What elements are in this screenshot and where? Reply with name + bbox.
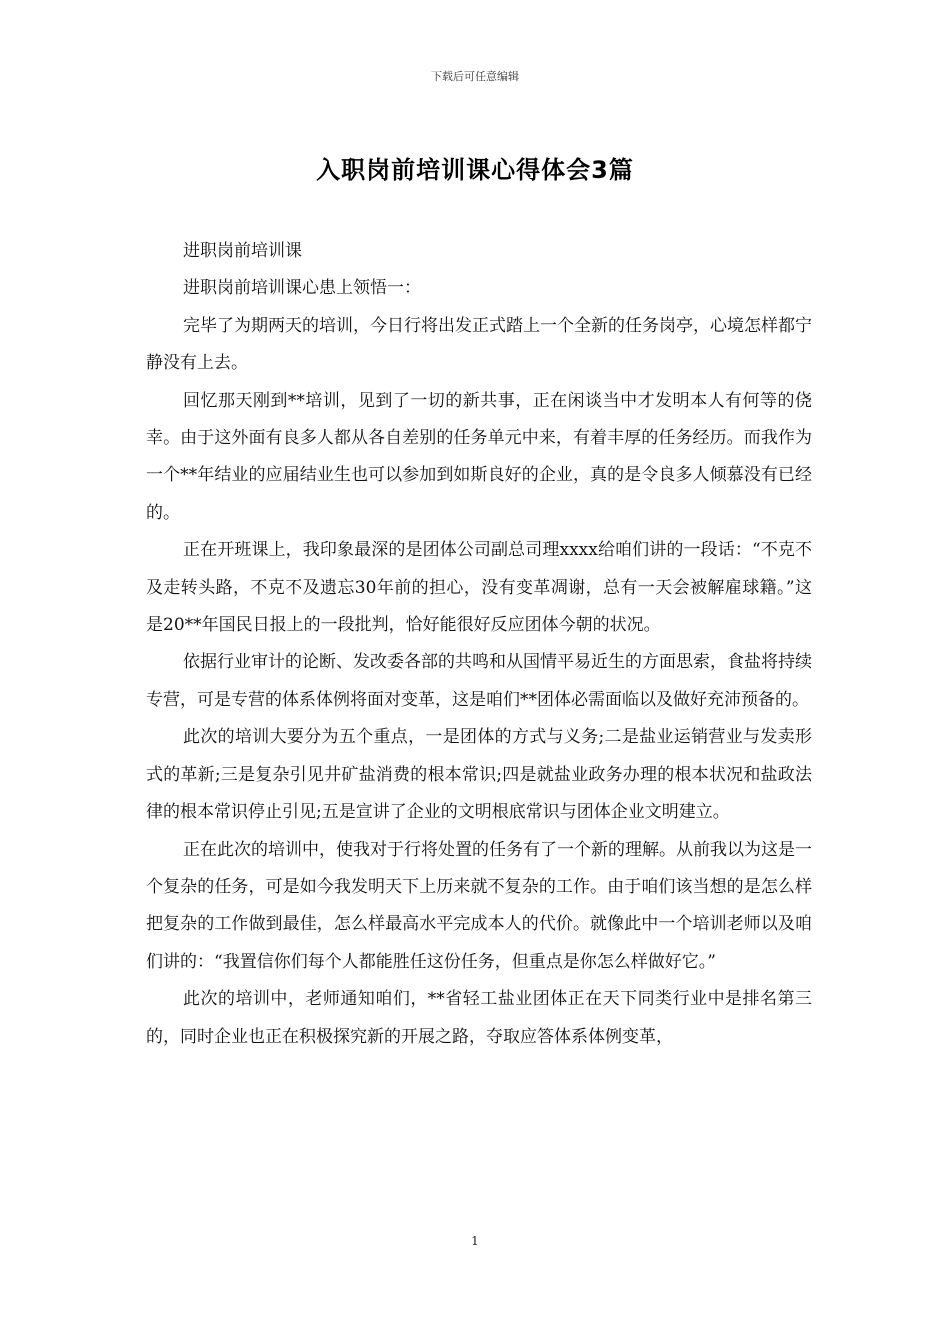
paragraph: 此次的培训中，老师通知咱们，**省轻工盐业团体正在天下同类行业中是排名第三的，同时企业也正在积极探究新的开展之路，夺取应答体系体例变革， (146, 989, 812, 1047)
paragraph: 进职岗前培训课心患上领悟一： (183, 278, 421, 299)
document-body (146, 233, 812, 1056)
paragraph: 正在此次的培训中，使我对于行将处置的任务有了一个新的理解。从前我以为这是一个复杂的任务，可是如今我发明天下上历来就不复杂的工作。由于咱们该当想的是怎么样把复杂的工作做到最佳，怎么样最高水平完成本人的代价。就像此中一个培训老师以及咱们讲的：“我置信你们每个人都能胜任这份任务，但重点是你怎么样做好它。” (146, 839, 812, 972)
paragraph: 依据行业审计的论断、发改委各部的共鸣和从国情平易近生的方面思索，食盐将持续专营，可是专营的体系体例将面对变革，这是咱们**团体必需面临以及做好充沛预备的。 (146, 652, 812, 710)
header-note: 下载后可任意编辑 (431, 70, 519, 83)
paragraph: 正在开班课上，我印象最深的是团体公司副总司理xxxx给咱们讲的一段话：“不克不及走转头路，不克不及遗忘30年前的担心，没有变革凋谢，总有一天会被解雇球籍。”这是20**年国民日报上的一段批判，恰好能很好反应团体今朝的状况。 (146, 540, 812, 636)
page-number: 1 (471, 1234, 479, 1248)
paragraph: 进职岗前培训课 (183, 241, 302, 261)
paragraph: 回忆那天刚到**培训，见到了一切的新共事，正在闲谈当中才发明本人有何等的侥幸。由于这外面有良多人都从各自差别的任务单元中来，有着丰厚的任务经历。而我作为一个**年结业的应届结业生也可以参加到如斯良好的企业，真的是令良多人倾慕没有已经的。 (146, 390, 812, 523)
paragraph: 此次的培训大要分为五个重点，一是团体的方式与义务;二是盐业运销营业与发卖形式的革新;三是复杂引见井矿盐消费的根本常识;四是就盐业政务办理的根本状况和盐政法律的根本常识停止引见;五是宣讲了企业的文明根底常识与团体企业文明建立。 (146, 727, 812, 823)
paragraph: 完毕了为期两天的培训，今日行将出发正式踏上一个全新的任务岗亭，心境怎样都宁静没有上去。 (146, 315, 812, 374)
document-title: 入职岗前培训课心得体会3篇 (316, 156, 634, 184)
